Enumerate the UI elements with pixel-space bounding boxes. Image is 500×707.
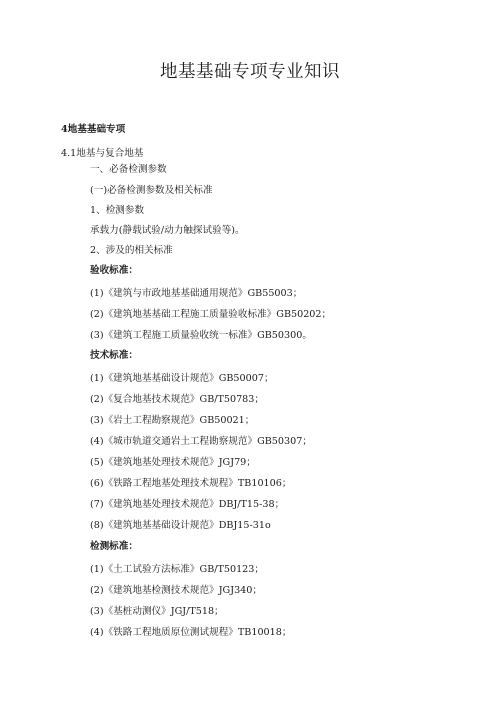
standards-heading: 2、涉及的相关标准 bbox=[90, 245, 173, 256]
testing-item: (4)《铁路工程地质原位测试规程》TB10018； bbox=[90, 627, 292, 638]
subsection-heading: 4.1地基与复合地基 bbox=[61, 148, 144, 159]
acceptance-item: (2)《建筑地基基础工程施工质量验收标准》GB50202； bbox=[90, 309, 332, 320]
technical-item: (4)《城市轨道交通岩土工程勘察规范》GB50307； bbox=[90, 436, 312, 447]
technical-item: (5)《建筑地基处理技术规范》JGJ79； bbox=[90, 457, 256, 468]
acceptance-item: (1)《建筑与市政地基基础通用规范》GB55003； bbox=[90, 288, 303, 299]
param-text: 承载力(静载试验/动力触探试验等)。 bbox=[90, 225, 245, 236]
param-heading: 1、检测参数 bbox=[90, 205, 145, 216]
testing-label: 检测标准： bbox=[90, 541, 138, 552]
technical-item: (1)《建筑地基基础设计规范》GB50007； bbox=[90, 373, 274, 384]
technical-label: 技术标准： bbox=[90, 350, 138, 361]
testing-item: (1)《土工试验方法标准》GB/T50123； bbox=[90, 564, 264, 575]
document-title: 地基基础专项专业知识 bbox=[160, 62, 340, 82]
technical-item: (7)《建筑地基处理技术规范》DBJ/T15-38； bbox=[90, 499, 285, 510]
item-one-heading: 一、必备检测参数 bbox=[90, 164, 167, 175]
technical-item: (6)《铁路工程地基处理技术规程》TB10106； bbox=[90, 478, 292, 489]
item-one-subheading: (一)必备检测参数及相关标准 bbox=[90, 185, 213, 196]
technical-item: (3)《岩土工程勘察规范》GB50021； bbox=[90, 415, 255, 426]
technical-item: (8)《建筑地基基础设计规范》DBJ15-31o bbox=[90, 520, 271, 531]
acceptance-item: (3)《建筑工程施工质量验收统一标准》GB50300。 bbox=[90, 330, 312, 341]
acceptance-label: 验收标准： bbox=[90, 265, 138, 276]
section-heading: 4地基基础专项 bbox=[61, 124, 126, 135]
technical-item: (2)《复合地基技术规范》GB/T50783； bbox=[90, 394, 264, 405]
testing-item: (2)《建筑地基检测技术规范》JGJ340； bbox=[90, 585, 262, 596]
testing-item: (3)《基桩动测仪》JGJ/T518； bbox=[90, 606, 224, 617]
